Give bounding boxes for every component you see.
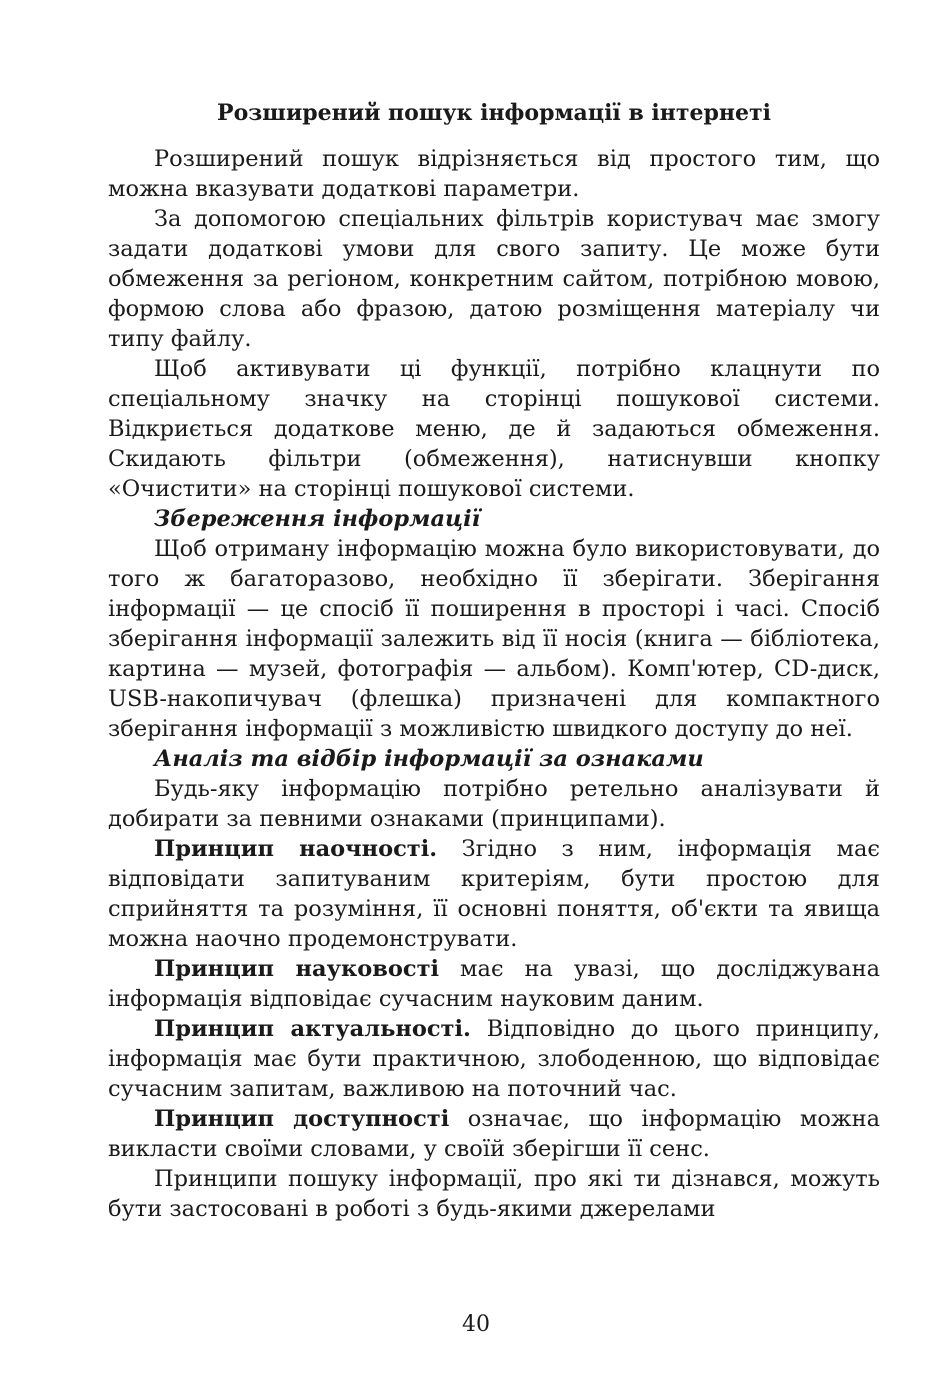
paragraph-analysis: Будь-яку інформацію потрібно ретельно аналізувати й добирати за певними ознаками (принципами). <box>108 776 880 832</box>
paragraph-closing: Принципи пошуку інформації, про які ти дізнався, можуть бути застосовані в роботі з будь-якими джерелами <box>108 1166 880 1222</box>
page-number: 40 <box>462 1312 490 1337</box>
subheading-analysis: Аналіз та відбір інформації за ознаками <box>154 746 704 772</box>
subheading-storage: Збереження інформації <box>154 506 481 532</box>
paragraph-activate-functions: Щоб активувати ці функції, потрібно клацнути по спеціальному значку на сторінці пошукової системи. Відкриється додаткове меню, де й задаються обмеження. Скидають фільтри (обмеження), натиснувши кнопку «Очистити» на сторінці пошукової системи. <box>108 356 880 502</box>
principle-science-text: має на увазі, що досліджувана інформація відповідає сучасним науковим даним. <box>108 956 880 1012</box>
principle-clarity-text: Згідно з ним, інформація має відповідати запитуваним критеріям, бути простою для сприйняття та розуміння, її основні поняття, об'єкти та явища можна наочно продемонструвати. <box>108 836 880 952</box>
principle-relevance-text: Відповідно до цього принципу, інформація має бути практичною, злободенною, що відповідає сучасним запитам, важливою на поточний час. <box>108 1016 880 1102</box>
paragraph-advanced-search-intro: Розширений пошук відрізняється від простого тим, що можна вказувати додаткові параметри. <box>108 146 880 202</box>
page-content <box>108 98 880 1224</box>
paragraph-principle-science <box>108 954 880 1014</box>
paragraph-principle-clarity <box>108 834 880 954</box>
principle-relevance-term: Принцип актуальності. <box>154 1016 471 1042</box>
section-title: Розширений пошук інформації в інтернеті <box>217 100 771 126</box>
principle-accessibility-text: означає, що інформацію можна викласти своїми словами, у своїй зберігши її сенс. <box>108 1106 880 1162</box>
principle-clarity-term: Принцип наочності. <box>154 836 438 862</box>
paragraph-storage: Щоб отриману інформацію можна було використовувати, до того ж багаторазово, необхідно її зберігати. Зберігання інформації — це спосіб її поширення в просторі і часі. Спосіб зберігання інформації залежить від її носія (книга — бібліотека, картина — музей, фотографія — альбом). Комп'ютер, CD-диск, USB-накопичувач (флешка) призначені для компактного зберігання інформації з можливістю швидкого доступу до неї. <box>108 536 880 742</box>
paragraph-filters: За допомогою спеціальних фільтрів користувач має змогу задати додаткові умови для свого запиту. Це може бути обмеження за регіоном, конкретним сайтом, потрібною мовою, формою слова або фразою, датою розміщення матеріалу чи типу файлу. <box>108 206 880 352</box>
paragraph-principle-relevance <box>108 1014 880 1104</box>
paragraph-principle-accessibility <box>108 1104 880 1164</box>
principle-science-term: Принцип науковості <box>154 956 440 982</box>
principle-accessibility-term: Принцип доступності <box>154 1106 450 1132</box>
